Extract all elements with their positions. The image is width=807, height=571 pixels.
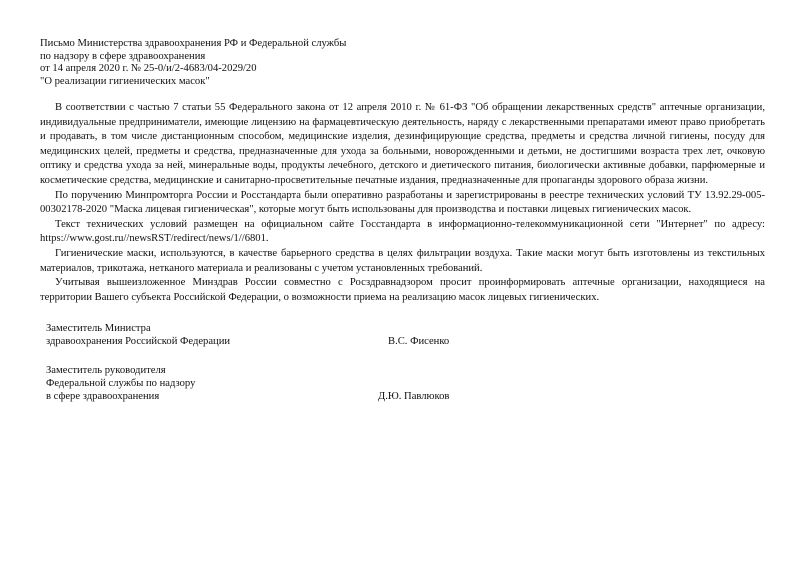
document-header [40, 38, 760, 88]
paragraph-2: По поручению Минпромторга России и Росстандарта были оперативно разработаны и зарегистрированы в реестре технических условий ТУ 13.92.29-005-00302178-2020 "Маска лицевая гигиеническая", которые могут быть использованы для производства и поставки лицевых гигиенических масок. [40, 189, 765, 216]
signature-2-title-line-1: Заместитель руководителя [46, 365, 166, 376]
signature-1-title-line-2 [46, 335, 466, 348]
paragraph-4: Гигиенические маски, используются, в качестве барьерного средства в целях фильтрации воздуха. Такие маски могут быть изготовлены из текстильных материалов, трикотажа, нетканого материала и реализованы с учетом установленных требований. [40, 247, 765, 274]
document-body [40, 101, 765, 305]
signature-2-title-line-2: Федеральной службы по надзору [46, 378, 196, 389]
signature-block-2 [46, 364, 466, 403]
signature-1-name: В.С. Фисенко [388, 336, 450, 347]
paragraph-5: Учитывая вышеизложенное Минздрав России совместно с Росздравнадзором просит проинформировать аптечные организации, находящиеся на территории Вашего субъекта Российской Федерации, о возможности приема на реализацию масок лицевых гигиенических. [40, 277, 765, 303]
paragraph-1: В соответствии с частью 7 статьи 55 Федерального закона от 12 апреля 2010 г. № 61-ФЗ "Об обращении лекарственных средств" аптечные организации, индивидуальные предприниматели, имеющие лицензию на фармацевтическую деятельность, наряду с лекарственными препаратами имеют право приобретать и продавать, в том числе дистанционным способом, медицинские изделия, дезинфицирующие средства, предметы и средства личной гигиены, посуду для медицинских целей, предметы и средства, предназначенные для ухода за больными, новорожденными и детьми, не достигшими возраста трех лет, очковую оптику и средства ухода за ней, минеральные воды, продукты лечебного, детского и диетического питания, биологически активные добавки, парфюмерные и косметические средства, медицинские и санитарно-просветительные печатные издания, предназначенные для пропаганды здорового образа жизни. [40, 102, 765, 186]
signature-2-title-line-3 [46, 390, 466, 403]
signature-1-title-text: здравоохранения Российской Федерации [46, 336, 231, 347]
header-line-1: Письмо Министерства здравоохранения РФ и Федеральной службы [40, 38, 347, 49]
header-line-3: от 14 апреля 2020 г. № 25-0/и/2-4683/04-2029/20 [40, 63, 257, 75]
header-line-4: "О реализации гигиенических масок" [40, 75, 210, 87]
header-line-2: по надзору в сфере здравоохранения [40, 50, 206, 62]
signature-2-title-text: в сфере здравоохранения [46, 391, 160, 402]
signature-1-title-line-1: Заместитель Министра [46, 323, 151, 334]
paragraph-3: Текст технических условий размещен на официальном сайте Госстандарта в информационно-телекоммуникационной сети "Интернет" по адресу: https://www.gost.ru//newsRST/redirect/news/1//6801. [40, 218, 765, 245]
signature-2-name: Д.Ю. Павлюков [378, 391, 450, 402]
signature-block-1 [46, 322, 466, 348]
